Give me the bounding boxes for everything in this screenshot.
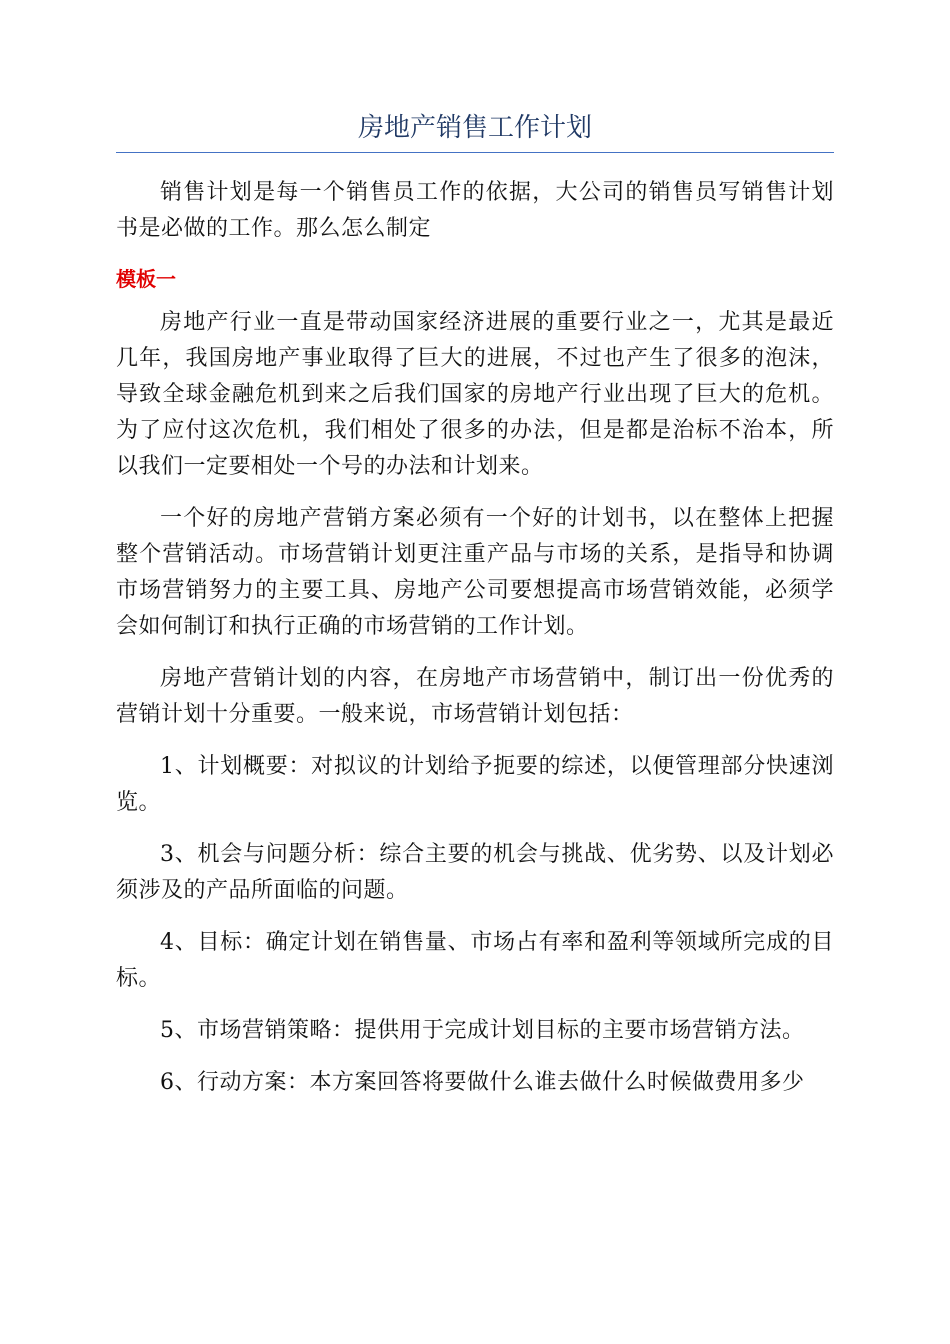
- list-item-plan-summary: 1、计划概要：对拟议的计划给予扼要的综述，以便管理部分快速浏览。: [116, 754, 834, 815]
- body-paragraph-2: 一个好的房地产营销方案必须有一个好的计划书，以在整体上把握整个营销活动。市场营销计划更注重产品与市场的关系，是指导和协调市场营销努力的主要工具、房地产公司要想提高市场营销效能，必须学会如何制订和执行正确的市场营销的工作计划。: [116, 506, 834, 639]
- document-title: 房地产销售工作计划: [357, 113, 592, 143]
- document-page: [116, 108, 834, 1117]
- section-heading: 模板一: [116, 267, 176, 291]
- body-paragraph-3: 房地产营销计划的内容，在房地产市场营销中，制订出一份优秀的营销计划十分重要。一般来说，市场营销计划包括：: [116, 666, 834, 727]
- list-item-opportunity-analysis: 3、机会与问题分析：综合主要的机会与挑战、优劣势、以及计划必须涉及的产品所面临的问题。: [116, 842, 834, 903]
- body-paragraph-1: 房地产行业一直是带动国家经济进展的重要行业之一，尤其是最近几年，我国房地产事业取得了巨大的进展，不过也产生了很多的泡沫，导致全球金融危机到来之后我们国家的房地产行业出现了巨大的危机。为了应付这次危机，我们相处了很多的办法，但是都是治标不治本，所以我们一定要相处一个号的办法和计划来。: [116, 310, 834, 479]
- list-item-objectives: 4、目标：确定计划在销售量、市场占有率和盈利等领域所完成的目标。: [116, 930, 834, 991]
- list-item-marketing-strategy: 5、市场营销策略：提供用于完成计划目标的主要市场营销方法。: [160, 1018, 805, 1043]
- title-underline: [116, 152, 834, 153]
- intro-paragraph: 销售计划是每一个销售员工作的依据，大公司的销售员写销售计划书是必做的工作。那么怎么制定: [116, 180, 834, 241]
- list-item-action-plan: 6、行动方案：本方案回答将要做什么谁去做什么时候做费用多少: [160, 1070, 805, 1095]
